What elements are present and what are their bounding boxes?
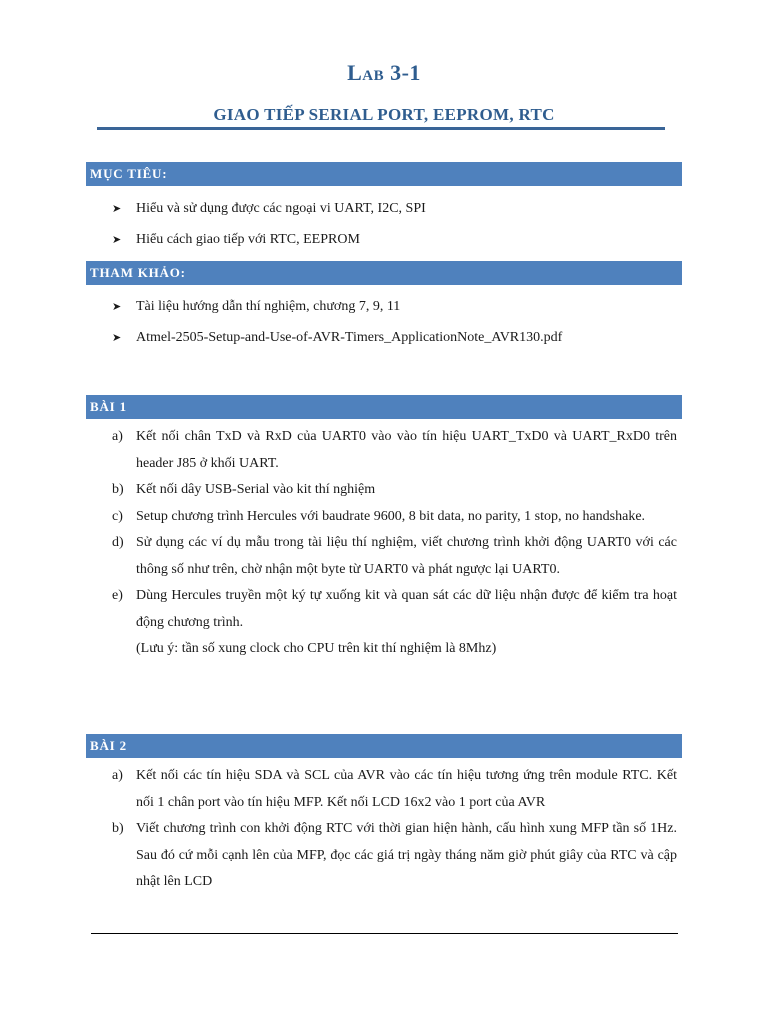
list-item <box>112 297 682 328</box>
section-heading-objectives: MỤC TIÊU: <box>86 162 682 186</box>
references-list <box>112 297 682 359</box>
item-body <box>136 583 677 663</box>
item-letter: a) <box>112 429 123 444</box>
list-item <box>112 816 677 896</box>
list-item <box>112 530 677 583</box>
footer-divider <box>91 933 678 934</box>
list-item-text: Tài liệu hướng dẫn thí nghiệm, chương 7, 9, 11 <box>136 299 401 314</box>
list-item <box>112 328 682 359</box>
item-letter: d) <box>112 535 124 550</box>
arrowhead-icon: ➤ <box>112 300 122 313</box>
list-item <box>112 477 677 504</box>
item-text: Kết nối chân TxD và RxD của UART0 vào vào tín hiệu UART_TxD0 và UART_RxD0 trên header J85 ở khối UART. <box>136 429 677 471</box>
section-heading-exercise-1: BÀI 1 <box>86 395 682 419</box>
exercise-2-list <box>112 763 677 896</box>
item-text: Setup chương trình Hercules với baudrate 9600, 8 bit data, no parity, 1 stop, no handshake. <box>136 508 646 524</box>
item-letter: a) <box>112 768 123 783</box>
item-letter: c) <box>112 508 123 524</box>
list-item-text: Atmel-2505-Setup-and-Use-of-AVR-Timers_ApplicationNote_AVR130.pdf <box>136 330 563 345</box>
item-text: Sử dụng các ví dụ mẫu trong tài liệu thí nghiệm, viết chương trình khởi động UART0 với các thông số như trên, chờ nhận một byte từ UART0 và phát ngược lại UART0. <box>136 535 677 577</box>
item-letter: e) <box>112 588 123 603</box>
arrowhead-icon: ➤ <box>112 233 122 246</box>
item-letter: b) <box>112 482 124 497</box>
list-item <box>112 424 677 477</box>
section-heading-references: THAM KHẢO: <box>86 261 682 285</box>
page-title: Lab 3-1 <box>347 60 421 85</box>
list-item-text: Hiểu cách giao tiếp với RTC, EEPROM <box>136 232 360 247</box>
list-item <box>112 583 677 663</box>
objectives-list <box>112 199 682 261</box>
list-item <box>112 763 677 816</box>
arrowhead-icon: ➤ <box>112 202 122 215</box>
item-text: Kết nối các tín hiệu SDA và SCL của AVR vào các tín hiệu tương ứng trên module RTC. Kết nối 1 chân port vào tín hiệu MFP. Kết nối LCD 16x2 vào 1 port của AVR <box>136 768 677 810</box>
list-item <box>112 230 682 261</box>
item-note: (Lưu ý: tần số xung clock cho CPU trên kit thí nghiệm là 8Mhz) <box>136 641 497 656</box>
exercise-1-list <box>112 424 677 663</box>
page-subtitle: GIAO TIẾP SERIAL PORT, EEPROM, RTC <box>213 105 555 124</box>
title-divider <box>97 127 665 130</box>
item-text: Kết nối dây USB-Serial vào kit thí nghiệm <box>136 482 376 497</box>
list-item-text: Hiểu và sử dụng được các ngoại vi UART, I2C, SPI <box>136 201 426 216</box>
item-text: Viết chương trình con khởi động RTC với thời gian hiện hành, cấu hình xung MFP tần số 1Hz. Sau đó cứ mỗi cạnh lên của MFP, đọc các giá trị ngày tháng năm giờ phút giây của RTC và cập nhật lên LCD <box>136 821 677 889</box>
section-heading-exercise-2: BÀI 2 <box>86 734 682 758</box>
list-item <box>112 199 682 230</box>
list-item <box>112 504 677 531</box>
item-letter: b) <box>112 821 124 836</box>
arrowhead-icon: ➤ <box>112 331 122 344</box>
item-text: Dùng Hercules truyền một ký tự xuống kit và quan sát các dữ liệu nhận được để kiểm tra hoạt động chương trình. <box>136 588 677 630</box>
